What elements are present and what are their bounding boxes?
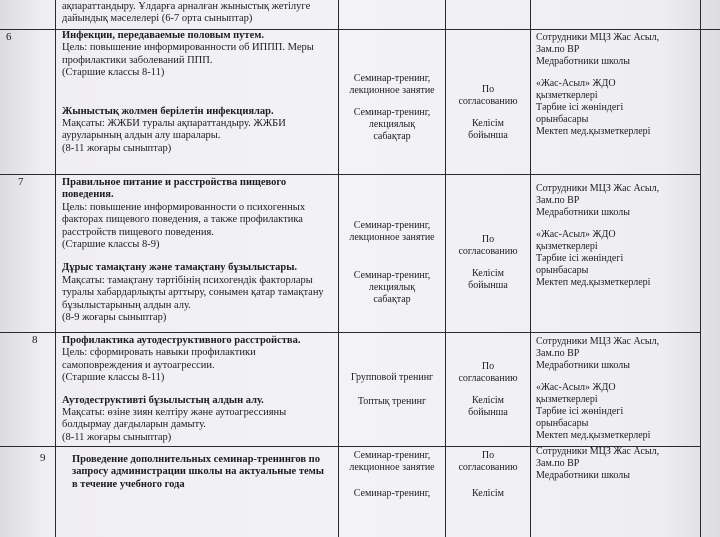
topic-cell: Инфекции, передаваемые половым путем. Цель: повышение информированности об ИППП. Меры профилактики заболеваний ППП. (Старшие классы 8-11) Жыныстық жолмен берілетін инфекциялар. Мақсаты: ЖЖБИ туралы ақпараттандыру. ЖЖБИ ауруларының алдын алу шаралары. (8-11 жоғары сыныптар): [62, 30, 314, 154]
topic-cell: Правильное питание и расстройства пищевого поведения. Цель: повышение информированности о психогенных факторах пищевого поведения, а также профилактика расстройств пищевого поведения. (Старшие классы 8-9) Дұрыс тамақтану және тамақтану бұзылыстары. Мақсаты: тамақтану тәртібінің психогендік факторлары туралы хабардарлықты арттыру, сонымен қатар тамақтану бұзылыстарының алдын алу. (8-9 жоғары сыныптар): [62, 177, 324, 324]
deadline-cell: По согласованию Келісім: [458, 450, 518, 499]
topic-cell: Проведение дополнительных семинар-тренингов по запросу администрации школы на актуальные темы в течение учебного года: [72, 454, 324, 490]
format-cell: Семинар-тренинг, лекционное занятие Семинар-тренинг, лекциялық сабақтар: [349, 220, 435, 305]
topic-cell: Профилактика аутодеструктивного расстройства. Цель: сформировать навыки профилактики самоповреждения и аутоагрессии. (Старшие классы 8-11) Аутодеструктивті бұзылыстың алдын алу. Мақсаты: өзіне зиян келтіру және аутоагрессияны болдырмау дағдыларын дамыту. (8-11 жоғары сыныптар): [62, 335, 301, 443]
format-cell: Семинар-тренинг, лекционное занятие Семинар-тренинг,: [349, 450, 435, 499]
responsible-cell: Сотрудники МЦЗ Жас Асыл, Зам.по ВР Медработники школы: [536, 446, 660, 481]
table-row: [0, 446, 720, 537]
row-number: 7: [18, 176, 24, 188]
deadline-cell: По согласованию Келісім бойынша: [458, 84, 518, 141]
responsible-cell: Сотрудники МЦЗ Жас Асыл, Зам.по ВР Медработники школы «Жас-Асыл» ЖДО қызметкерлері Тәрбие ісі жөніндегі орынбасары Мектеп мед.қызметкерлері: [536, 32, 660, 137]
responsible-cell: Сотрудники МЦЗ Жас Асыл, Зам.по ВР Медработники школы «Жас-Асыл» ЖДО қызметкерлері Тәрбие ісі жөніндегі орынбасары Мектеп мед.қызметкерлері: [536, 183, 660, 288]
format-cell: Групповой тренинг Топтық тренинг: [350, 372, 434, 407]
row-number: 8: [32, 334, 38, 346]
deadline-cell: По согласованию Келісім бойынша: [458, 234, 518, 291]
previous-row-fragment: ақпараттандыру. Ұлдарға арналған жыныстық жетілуге дайындық мәселелері (6-7 орта сыныптар): [62, 1, 311, 25]
table-row: [0, 332, 720, 446]
deadline-cell: По согласованию Келісім бойынша: [458, 361, 518, 418]
row-number: 9: [40, 452, 46, 464]
format-cell: Семинар-тренинг, лекционное занятие Семинар-тренинг, лекциялық сабақтар: [349, 73, 435, 142]
table-row: [0, 29, 720, 174]
responsible-cell: Сотрудники МЦЗ Жас Асыл, Зам.по ВР Медработники школы «Жас-Асыл» ЖДО қызметкерлері Тәрбие ісі жөніндегі орынбасары Мектеп мед.қызметкерлері: [536, 336, 660, 441]
row-number: 6: [6, 31, 12, 43]
table-row: [0, 174, 720, 332]
